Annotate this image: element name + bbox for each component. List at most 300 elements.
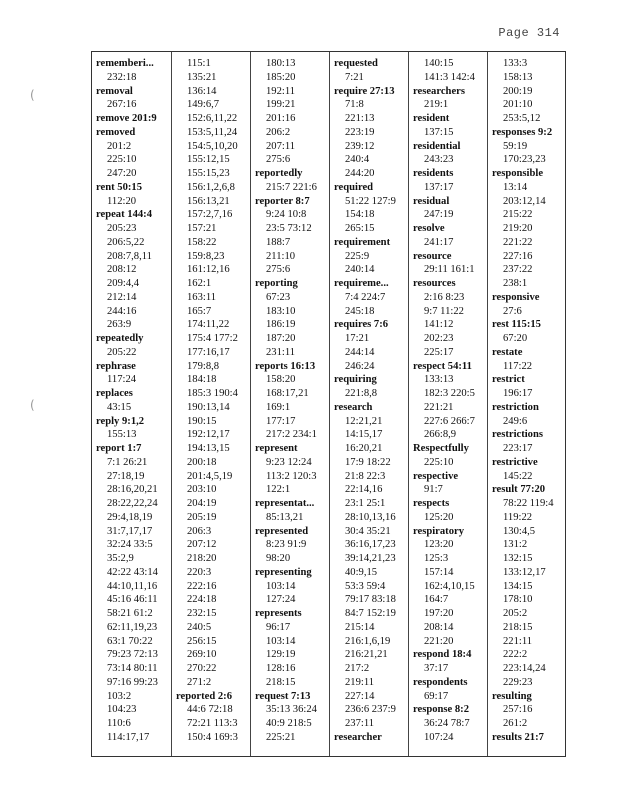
- page-reference: 154:5,10,20: [187, 140, 238, 152]
- page-reference: 7:4 224:7: [345, 291, 386, 303]
- page-reference: 157:2,7,16: [187, 209, 233, 221]
- page-reference: 85:13,21: [266, 511, 304, 523]
- index-term: research: [334, 401, 373, 413]
- index-term: remove 201:9: [96, 113, 157, 124]
- page-reference: 241:17: [424, 236, 454, 248]
- page-reference: 157:14: [424, 566, 454, 578]
- index-term: respect 54:11: [413, 360, 472, 372]
- page-reference: 263:9: [107, 319, 132, 331]
- page-reference: 200:18: [187, 456, 217, 468]
- page-reference: 222:16: [187, 580, 217, 592]
- page-reference: 84:7 152:19: [345, 608, 396, 619]
- page-reference: 9:24 10:8: [266, 209, 307, 221]
- page-reference: 275:6: [266, 154, 291, 166]
- page-reference: 187:20: [266, 333, 296, 344]
- page-reference: 161:12,16: [187, 264, 230, 276]
- page-reference: 141:3 142:4: [424, 71, 475, 83]
- page-reference: 180:13: [266, 58, 296, 69]
- page-reference: 225:17: [424, 346, 454, 358]
- index-term: repeat 144:4: [96, 209, 152, 221]
- page-reference: 218:15: [503, 621, 533, 633]
- page-reference: 27:6: [503, 305, 522, 317]
- page-reference: 211:10: [266, 250, 296, 262]
- page-reference: 221:21: [424, 401, 454, 413]
- page-reference: 16:20,21: [345, 443, 383, 454]
- page-reference: 103:2: [107, 690, 132, 702]
- page-reference: 178:10: [503, 594, 533, 606]
- page-reference: 107:24: [424, 731, 454, 743]
- page-reference: 130:4,5: [503, 525, 536, 537]
- page-reference: 30:4 35:21: [345, 525, 391, 537]
- page-reference: 271:2: [187, 676, 212, 688]
- page-reference: 28:10,13,16: [345, 511, 396, 523]
- page-reference: 237:11: [345, 718, 375, 729]
- page-reference: 200:19: [503, 85, 533, 97]
- index-column-4: [329, 52, 408, 756]
- index-term: reply 9:1,2: [96, 415, 145, 427]
- page-reference: 13:14: [503, 181, 528, 193]
- page-reference: 117:24: [107, 374, 137, 386]
- index-term: researcher: [334, 731, 382, 743]
- page-reference: 149:6,7: [187, 99, 220, 111]
- page-reference: 269:10: [187, 649, 217, 661]
- page-reference: 215:14: [345, 621, 375, 633]
- index-term: responsive: [492, 291, 540, 303]
- page-reference: 266:8,9: [424, 429, 457, 441]
- page-reference: 164:7: [424, 594, 449, 606]
- page-reference: 67:23: [266, 291, 291, 303]
- page-reference: 174:11,22: [187, 319, 230, 331]
- page-reference: 134:15: [503, 580, 533, 592]
- page-reference: 39:14,21,23: [345, 553, 396, 564]
- index-column-6: [487, 52, 565, 756]
- page-reference: 37:17: [424, 663, 449, 674]
- page-reference: 159:8,23: [187, 250, 225, 262]
- page-reference: 91:7: [424, 484, 443, 496]
- page-reference: 208:7,8,11: [107, 250, 152, 262]
- index-term: responses 9:2: [492, 126, 553, 138]
- page-reference: 219:20: [503, 223, 533, 234]
- index-term: represents: [255, 608, 302, 619]
- index-term: respondents: [413, 676, 468, 688]
- page-reference: 112:20: [107, 195, 137, 207]
- page-reference: 162:4,10,15: [424, 580, 475, 592]
- index-term: respiratory: [413, 525, 464, 537]
- index-term: residual: [413, 195, 450, 207]
- index-column-1: [92, 52, 171, 756]
- page-reference: 35:13 36:24: [266, 704, 317, 716]
- page-reference: 110:6: [107, 718, 131, 729]
- page-reference: 201:2: [107, 140, 132, 152]
- page-reference: 43:15: [107, 401, 132, 413]
- word-index: [91, 51, 566, 757]
- page-reference: 205:19: [187, 511, 217, 523]
- index-term: representing: [255, 566, 312, 578]
- page-reference: 128:16: [266, 663, 296, 674]
- page-reference: 9:23 12:24: [266, 456, 312, 468]
- page-reference: 36:16,17,23: [345, 539, 396, 551]
- page-reference: 119:22: [503, 511, 533, 523]
- page-reference: 152:6,11,22: [187, 113, 238, 124]
- page-reference: 44:6 72:18: [187, 704, 233, 716]
- page-reference: 218:20: [187, 553, 217, 564]
- index-term: reporting: [255, 278, 298, 289]
- page-reference: 237:22: [503, 264, 533, 276]
- page-reference: 205:23: [107, 223, 137, 234]
- index-term: residents: [413, 168, 454, 179]
- index-term: respective: [413, 470, 459, 482]
- page-reference: 36:24 78:7: [424, 718, 470, 729]
- page-reference: 98:20: [266, 553, 291, 564]
- page-reference: 256:15: [187, 635, 217, 647]
- page-reference: 186:19: [266, 319, 296, 331]
- page-reference: 202:23: [424, 333, 454, 344]
- page-reference: 245:18: [345, 305, 375, 317]
- page-reference: 220:3: [187, 566, 212, 578]
- page-reference: 209:4,4: [107, 278, 140, 289]
- page-reference: 71:8: [345, 99, 364, 111]
- page-reference: 140:15: [424, 58, 454, 69]
- page-reference: 205:2: [503, 608, 528, 619]
- page-reference: 221:13: [345, 113, 375, 124]
- index-term: rephrase: [96, 360, 136, 372]
- page-reference: 247:19: [424, 209, 454, 221]
- index-term: restate: [492, 346, 523, 358]
- page-reference: 246:24: [345, 360, 375, 372]
- page-reference: 221:11: [503, 635, 533, 647]
- page-reference: 177:17: [266, 415, 296, 427]
- page-reference: 29:11 161:1: [424, 264, 475, 276]
- page-reference: 244:20: [345, 168, 375, 179]
- page-reference: 238:1: [503, 278, 528, 289]
- page-reference: 215:7 221:6: [266, 181, 317, 193]
- page-reference: 133:13: [424, 374, 454, 386]
- page-reference: 239:12: [345, 140, 375, 152]
- page-reference: 78:22 119:4: [503, 498, 554, 509]
- index-term: replaces: [96, 388, 133, 399]
- index-term: researchers: [413, 85, 465, 97]
- index-term: respects: [413, 498, 450, 509]
- page-reference: 185:20: [266, 71, 296, 83]
- page-reference: 190:13,14: [187, 401, 230, 413]
- index-term: restriction: [492, 401, 539, 413]
- page-reference: 217:2: [345, 663, 370, 674]
- page-reference: 125:3: [424, 553, 449, 564]
- index-term: represent: [255, 443, 298, 454]
- page-reference: 135:21: [187, 71, 217, 83]
- index-term: resulting: [492, 690, 532, 702]
- page-reference: 141:12: [424, 319, 454, 331]
- page-reference: 131:2: [503, 539, 528, 551]
- page-reference: 132:15: [503, 553, 533, 564]
- index-term: respond 18:4: [413, 649, 472, 661]
- page-reference: 133:3: [503, 58, 528, 69]
- page-reference: 63:1 70:22: [107, 635, 153, 647]
- page-reference: 219:11: [345, 676, 375, 688]
- page-reference: 218:15: [266, 676, 296, 688]
- page-reference: 137:15: [424, 126, 454, 138]
- index-term: restrictive: [492, 456, 538, 468]
- index-term: response 8:2: [413, 704, 470, 716]
- index-term: residential: [413, 140, 461, 152]
- page-reference: 236:6 237:9: [345, 704, 396, 716]
- page-reference: 227:6 266:7: [424, 415, 475, 427]
- page-reference: 155:12,15: [187, 154, 230, 166]
- index-term: represented: [255, 525, 309, 537]
- page-reference: 225:10: [424, 456, 454, 468]
- page-reference: 153:5,11,24: [187, 126, 238, 138]
- page-reference: 69:17: [424, 690, 449, 702]
- page-reference: 14:15,17: [345, 429, 383, 441]
- index-term: reporter 8:7: [255, 195, 310, 207]
- index-column-2: [171, 52, 250, 756]
- page-reference: 227:14: [345, 690, 375, 702]
- index-term: require 27:13: [334, 85, 395, 97]
- page-reference: 32:24 33:5: [107, 539, 153, 551]
- page-reference: 203:10: [187, 484, 217, 496]
- index-term: rememberi...: [96, 58, 154, 69]
- page-reference: 184:18: [187, 374, 217, 386]
- page-reference: 150:4 169:3: [187, 731, 238, 743]
- page-reference: 28:22,22,24: [107, 498, 158, 509]
- page-reference: 177:16,17: [187, 346, 230, 358]
- page-reference: 137:17: [424, 181, 454, 193]
- page-reference: 40:9 218:5: [266, 718, 312, 729]
- page-reference: 201:16: [266, 113, 296, 124]
- page-reference: 133:12,17: [503, 566, 546, 578]
- page-reference: 231:11: [266, 346, 296, 358]
- page-reference: 203:12,14: [503, 195, 546, 207]
- page-reference: 223:14,24: [503, 663, 546, 674]
- index-term: repeatedly: [96, 333, 144, 344]
- page-reference: 59:19: [503, 140, 528, 152]
- page-reference: 253:5,12: [503, 113, 541, 124]
- page-reference: 162:1: [187, 278, 212, 289]
- page-reference: 21:8 22:3: [345, 470, 386, 482]
- page-reference: 115:1: [187, 58, 211, 69]
- page-reference: 170:23,23: [503, 154, 546, 166]
- index-column-3: [250, 52, 329, 756]
- page-reference: 204:19: [187, 498, 217, 509]
- index-term: results 21:7: [492, 731, 544, 743]
- page-reference: 27:18,19: [107, 470, 145, 482]
- page-reference: 145:22: [503, 470, 533, 482]
- page-reference: 221:22: [503, 236, 533, 248]
- page-reference: 190:15: [187, 415, 217, 427]
- page-reference: 244:16: [107, 305, 137, 317]
- page-reference: 127:24: [266, 594, 296, 606]
- page-reference: 97:16 99:23: [107, 676, 158, 688]
- page-reference: 158:20: [266, 374, 296, 386]
- page-reference: 2:16 8:23: [424, 291, 465, 303]
- page-reference: 192:12,17: [187, 429, 230, 441]
- index-term: resource: [413, 250, 452, 262]
- page-reference: 129:19: [266, 649, 296, 661]
- page-reference: 165:7: [187, 305, 212, 317]
- page-reference: 103:14: [266, 580, 296, 592]
- page-reference: 199:21: [266, 99, 296, 111]
- page-reference: 182:3 220:5: [424, 388, 475, 399]
- page-reference: 240:5: [187, 621, 212, 633]
- page-reference: 208:14: [424, 621, 454, 633]
- page-reference: 23:1 25:1: [345, 498, 386, 509]
- page-reference: 72:21 113:3: [187, 718, 238, 729]
- page-reference: 62:11,19,23: [107, 621, 158, 633]
- page-reference: 221:20: [424, 635, 454, 647]
- page-reference: 183:10: [266, 305, 296, 317]
- page-reference: 243:23: [424, 154, 454, 166]
- page-reference: 79:23 72:13: [107, 649, 158, 661]
- page-reference: 40:9,15: [345, 566, 378, 578]
- page-reference: 51:22 127:9: [345, 195, 396, 207]
- index-term: requireme...: [334, 278, 389, 289]
- page-reference: 275:6: [266, 264, 291, 276]
- page-reference: 23:5 73:12: [266, 223, 312, 234]
- page-reference: 257:16: [503, 704, 533, 716]
- page-reference: 168:17,21: [266, 388, 309, 399]
- page-number: Page 314: [498, 26, 560, 40]
- page-reference: 267:16: [107, 99, 137, 111]
- index-term: required: [334, 181, 374, 193]
- page-reference: 8:23 91:9: [266, 539, 307, 551]
- page-reference: 216:21,21: [345, 649, 388, 661]
- page-reference: 169:1: [266, 401, 291, 413]
- page-reference: 45:16 46:11: [107, 594, 158, 606]
- page-reference: 201:10: [503, 99, 533, 111]
- page-reference: 158:22: [187, 236, 217, 248]
- page-reference: 212:14: [107, 291, 137, 303]
- index-column-5: [408, 52, 487, 756]
- page-reference: 163:11: [187, 291, 217, 303]
- page-reference: 17:21: [345, 333, 370, 344]
- index-term: responsible: [492, 168, 544, 179]
- page-reference: 225:9: [345, 250, 370, 262]
- page-reference: 222:2: [503, 649, 528, 661]
- page-reference: 104:23: [107, 704, 137, 716]
- index-term: resident: [413, 113, 450, 124]
- page-reference: 155:13: [107, 429, 137, 441]
- page-reference: 123:20: [424, 539, 454, 551]
- index-term: removed: [96, 126, 136, 138]
- index-term: requested: [334, 58, 378, 69]
- page-reference: 206:3: [187, 525, 212, 537]
- page-reference: 154:18: [345, 209, 375, 221]
- page-reference: 206:2: [266, 126, 291, 138]
- page-reference: 196:17: [503, 388, 533, 399]
- index-term: restrict: [492, 374, 525, 386]
- scan-mark-icon: (: [30, 88, 35, 102]
- page-reference: 28:16,20,21: [107, 484, 158, 496]
- page-reference: 225:10: [107, 154, 137, 166]
- index-term: report 1:7: [96, 443, 142, 454]
- page-reference: 155:15,23: [187, 168, 230, 179]
- page-reference: 7:21: [345, 71, 364, 83]
- page-reference: 229:23: [503, 676, 533, 688]
- scan-mark-icon: (: [30, 398, 35, 412]
- page-reference: 156:13,21: [187, 195, 230, 207]
- page-reference: 207:11: [266, 140, 296, 152]
- page-reference: 44:10,11,16: [107, 580, 158, 592]
- page-reference: 197:20: [424, 608, 454, 619]
- page-reference: 114:17,17: [107, 731, 150, 743]
- page-reference: 117:22: [503, 360, 533, 372]
- page-reference: 35:2,9: [107, 553, 134, 564]
- index-term: resources: [413, 278, 456, 289]
- index-term: requirement: [334, 236, 391, 248]
- index-term: reports 16:13: [255, 360, 316, 372]
- index-term: reported 2:6: [176, 690, 232, 702]
- page-reference: 156:1,2,6,8: [187, 181, 235, 193]
- page-reference: 12:21,21: [345, 415, 383, 427]
- page-reference: 122:1: [266, 484, 291, 496]
- page-reference: 53:3 59:4: [345, 580, 386, 592]
- page-reference: 223:17: [503, 443, 533, 454]
- index-term: rent 50:15: [96, 181, 142, 193]
- page-reference: 103:14: [266, 635, 296, 647]
- page-reference: 157:21: [187, 223, 217, 234]
- page-reference: 194:13,15: [187, 443, 230, 454]
- page-reference: 113:2 120:3: [266, 470, 317, 482]
- page-reference: 240:4: [345, 154, 370, 166]
- page-reference: 207:12: [187, 539, 217, 551]
- page-reference: 201:4,5,19: [187, 470, 233, 482]
- index-term: requires 7:6: [334, 319, 389, 331]
- page-reference: 261:2: [503, 718, 528, 729]
- page-reference: 249:6: [503, 415, 528, 427]
- page-reference: 58:21 61:2: [107, 608, 153, 619]
- page-reference: 205:22: [107, 346, 137, 358]
- page-reference: 206:5,22: [107, 236, 145, 248]
- page-reference: 219:1: [424, 99, 449, 111]
- page-reference: 73:14 80:11: [107, 663, 158, 674]
- page-reference: 247:20: [107, 168, 137, 179]
- index-term: reportedly: [255, 168, 303, 179]
- page-reference: 179:8,8: [187, 360, 220, 372]
- page-reference: 42:22 43:14: [107, 566, 158, 578]
- page-reference: 224:18: [187, 594, 217, 606]
- page-reference: 216:1,6,19: [345, 635, 391, 647]
- page-reference: 244:14: [345, 346, 375, 358]
- page-reference: 31:7,17,17: [107, 525, 153, 537]
- page-reference: 185:3 190:4: [187, 388, 238, 399]
- index-term: request 7:13: [255, 690, 311, 702]
- page-reference: 175:4 177:2: [187, 333, 238, 344]
- index-term: rest 115:15: [492, 319, 541, 331]
- page-reference: 188:7: [266, 236, 291, 248]
- page-reference: 217:2 234:1: [266, 429, 317, 441]
- page-reference: 158:13: [503, 71, 533, 83]
- page-reference: 29:4,18,19: [107, 511, 153, 523]
- index-term: restrictions: [492, 429, 543, 441]
- page-reference: 270:22: [187, 663, 217, 674]
- page-reference: 22:14,16: [345, 484, 383, 496]
- page-reference: 227:16: [503, 250, 533, 262]
- index-term: removal: [96, 85, 133, 97]
- page-reference: 240:14: [345, 264, 375, 276]
- page-reference: 136:14: [187, 85, 217, 97]
- page-reference: 67:20: [503, 333, 528, 344]
- page-reference: 17:9 18:22: [345, 456, 391, 468]
- page-reference: 7:1 26:21: [107, 456, 148, 468]
- page-reference: 208:12: [107, 264, 137, 276]
- index-term: representat...: [255, 498, 315, 509]
- page-reference: 125:20: [424, 511, 454, 523]
- index-term: Respectfully: [413, 443, 469, 454]
- page-reference: 232:18: [107, 71, 137, 83]
- page-reference: 79:17 83:18: [345, 594, 396, 606]
- page-reference: 221:8,8: [345, 388, 378, 399]
- page-reference: 96:17: [266, 621, 291, 633]
